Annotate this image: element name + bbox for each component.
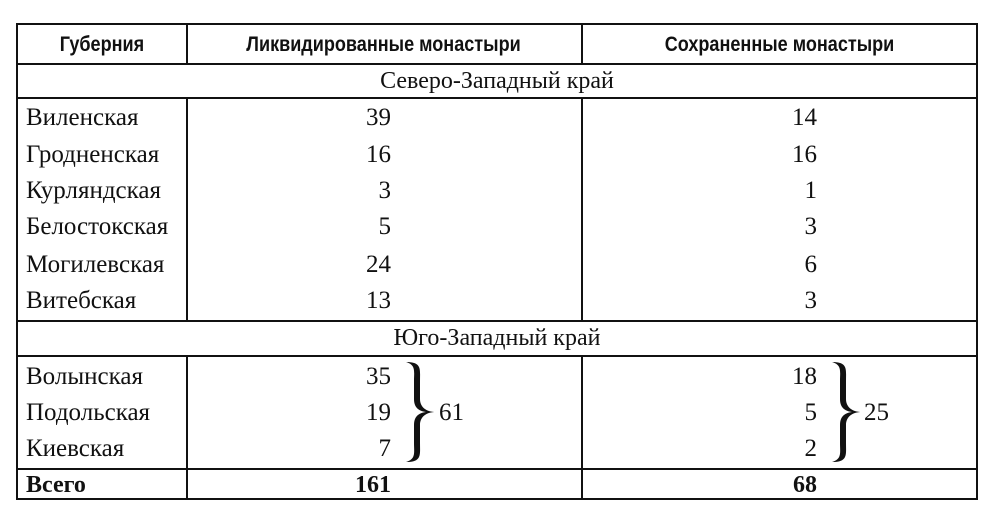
column-divider — [581, 25, 583, 63]
region-divider — [18, 320, 976, 322]
header-preserved: Сохраненные монастыри — [664, 33, 895, 56]
preserved-value: 3 — [804, 287, 817, 314]
province-name: Белостокская — [26, 213, 169, 240]
liquidated-value: 16 — [366, 141, 391, 168]
preserved-value: 18 — [792, 363, 817, 390]
province-name: Могилевская — [26, 251, 165, 278]
total-preserved: 68 — [793, 472, 817, 498]
preserved-subtotal: 25 — [864, 399, 889, 426]
liquidated-value: 19 — [366, 399, 391, 426]
column-divider — [186, 25, 188, 63]
region-title-northwest: Северо-Западный край — [380, 68, 614, 94]
province-name: Витебская — [26, 287, 137, 314]
preserved-value: 3 — [804, 213, 817, 240]
region-title-southwest: Юго-Западный край — [393, 325, 601, 351]
column-divider — [581, 97, 583, 320]
province-name: Гродненская — [26, 141, 160, 168]
preserved-value: 6 — [804, 251, 817, 278]
preserved-value: 5 — [804, 399, 817, 426]
header-province: Губерния — [59, 33, 145, 56]
header-liquidated: Ликвидированные монастыри — [246, 33, 521, 56]
liquidated-value: 39 — [366, 104, 391, 131]
column-divider — [581, 355, 583, 500]
header-divider — [18, 63, 976, 65]
liquidated-value: 3 — [378, 177, 391, 204]
province-name: Волынская — [26, 363, 143, 390]
column-divider — [186, 355, 188, 500]
liquidated-value: 24 — [366, 251, 391, 278]
region-divider — [18, 355, 976, 357]
curly-brace-icon — [828, 359, 868, 465]
liquidated-value: 5 — [378, 213, 391, 240]
preserved-value: 2 — [804, 435, 817, 462]
liquidated-value: 7 — [378, 435, 391, 462]
province-name: Подольская — [26, 399, 151, 426]
province-name: Курляндская — [26, 177, 161, 204]
region-divider — [18, 97, 976, 99]
total-liquidated: 161 — [355, 472, 391, 498]
preserved-value: 16 — [792, 141, 817, 168]
province-name: Киевская — [26, 435, 125, 462]
total-divider — [18, 468, 976, 470]
column-divider — [186, 97, 188, 320]
province-name: Виленская — [26, 104, 139, 131]
monasteries-table — [16, 23, 978, 500]
liquidated-value: 13 — [366, 287, 391, 314]
liquidated-value: 35 — [366, 363, 391, 390]
liquidated-subtotal: 61 — [439, 399, 464, 426]
preserved-value: 14 — [792, 104, 817, 131]
preserved-value: 1 — [804, 177, 817, 204]
curly-brace-icon — [402, 359, 442, 465]
total-label: Всего — [26, 472, 86, 498]
